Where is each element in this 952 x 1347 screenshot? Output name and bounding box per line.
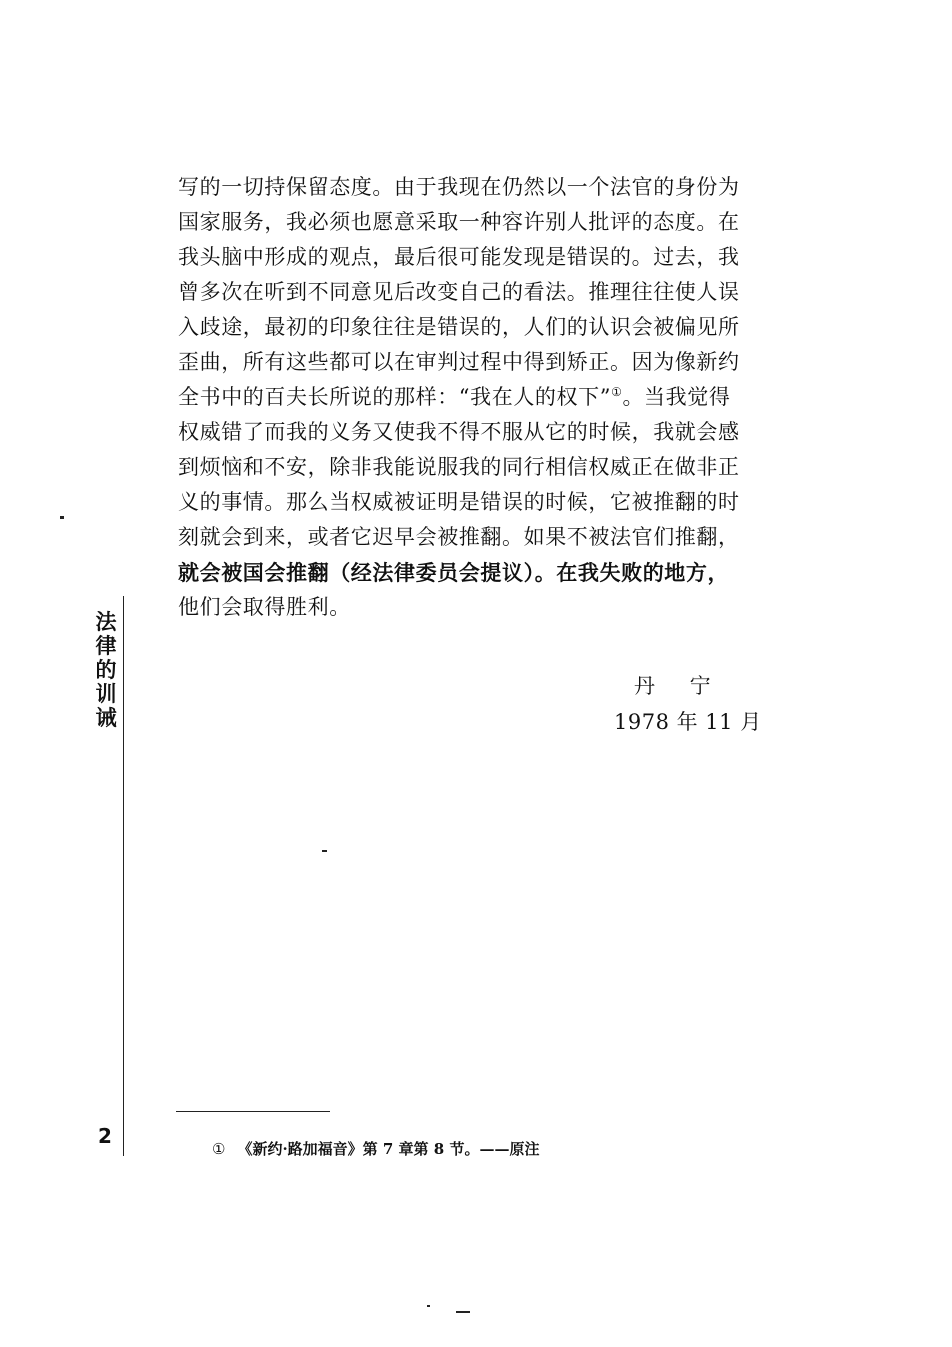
page-number: 2: [98, 1124, 112, 1148]
scan-speck: [60, 516, 64, 519]
body-line: 刻就会到来，或者它迟早会被推翻。如果不被法官们推翻，: [178, 525, 740, 549]
body-line: 我头脑中形成的观点，最后很可能发现是错误的。过去，我: [178, 245, 740, 269]
body-line: 权威错了而我的义务又使我不得不服从它的时候，我就会感: [178, 420, 740, 444]
signature-date: 1978 年 11 月: [614, 710, 762, 734]
body-text: [178, 170, 810, 625]
body-line: 到烦恼和不安，除非我能说服我的同行相信权威正在做非正: [178, 455, 740, 479]
body-line: 曾多次在听到不同意见后改变自己的看法。推理往往使人误: [178, 280, 740, 304]
footnote-text: 《新约·路加福音》第 7 章第 8 节。——原注: [237, 1140, 540, 1158]
author-name: 丹 宁: [634, 674, 725, 698]
body-line: 义的事情。那么当权威被证明是错误的时候，它被推翻的时: [178, 490, 740, 514]
body-line: 就会被国会推翻（经法律委员会提议）。在我失败的地方，: [178, 560, 730, 585]
body-line-with-footnote: [178, 380, 810, 415]
running-title: 法律的训诫: [95, 610, 117, 730]
body-line-part: 全书中的百夫长所说的那样：“我在人的权下”: [178, 385, 612, 409]
scan-speck: [456, 1311, 470, 1313]
scan-speck: [322, 850, 327, 852]
body-line-part: 。当我觉得: [622, 385, 731, 409]
signature-block: [614, 668, 762, 740]
scan-speck: [427, 1305, 430, 1307]
body-line: 写的一切持保留态度。由于我现在仍然以一个法官的身份为: [178, 175, 740, 199]
body-line: 国家服务，我必须也愿意采取一种容许别人批评的态度。在: [178, 210, 740, 234]
body-line: 他们会取得胜利。: [178, 595, 351, 619]
margin-rule: [123, 596, 124, 1156]
body-line: 歪曲，所有这些都可以在审判过程中得到矫正。因为像新约: [178, 350, 740, 374]
footnote-symbol: ①: [212, 1140, 226, 1158]
footnote: [212, 1138, 539, 1159]
body-line: 入歧途，最初的印象往往是错误的，人们的认识会被偏见所: [178, 315, 740, 339]
footnote-reference[interactable]: ①: [611, 385, 623, 399]
footnote-divider: [176, 1111, 330, 1112]
